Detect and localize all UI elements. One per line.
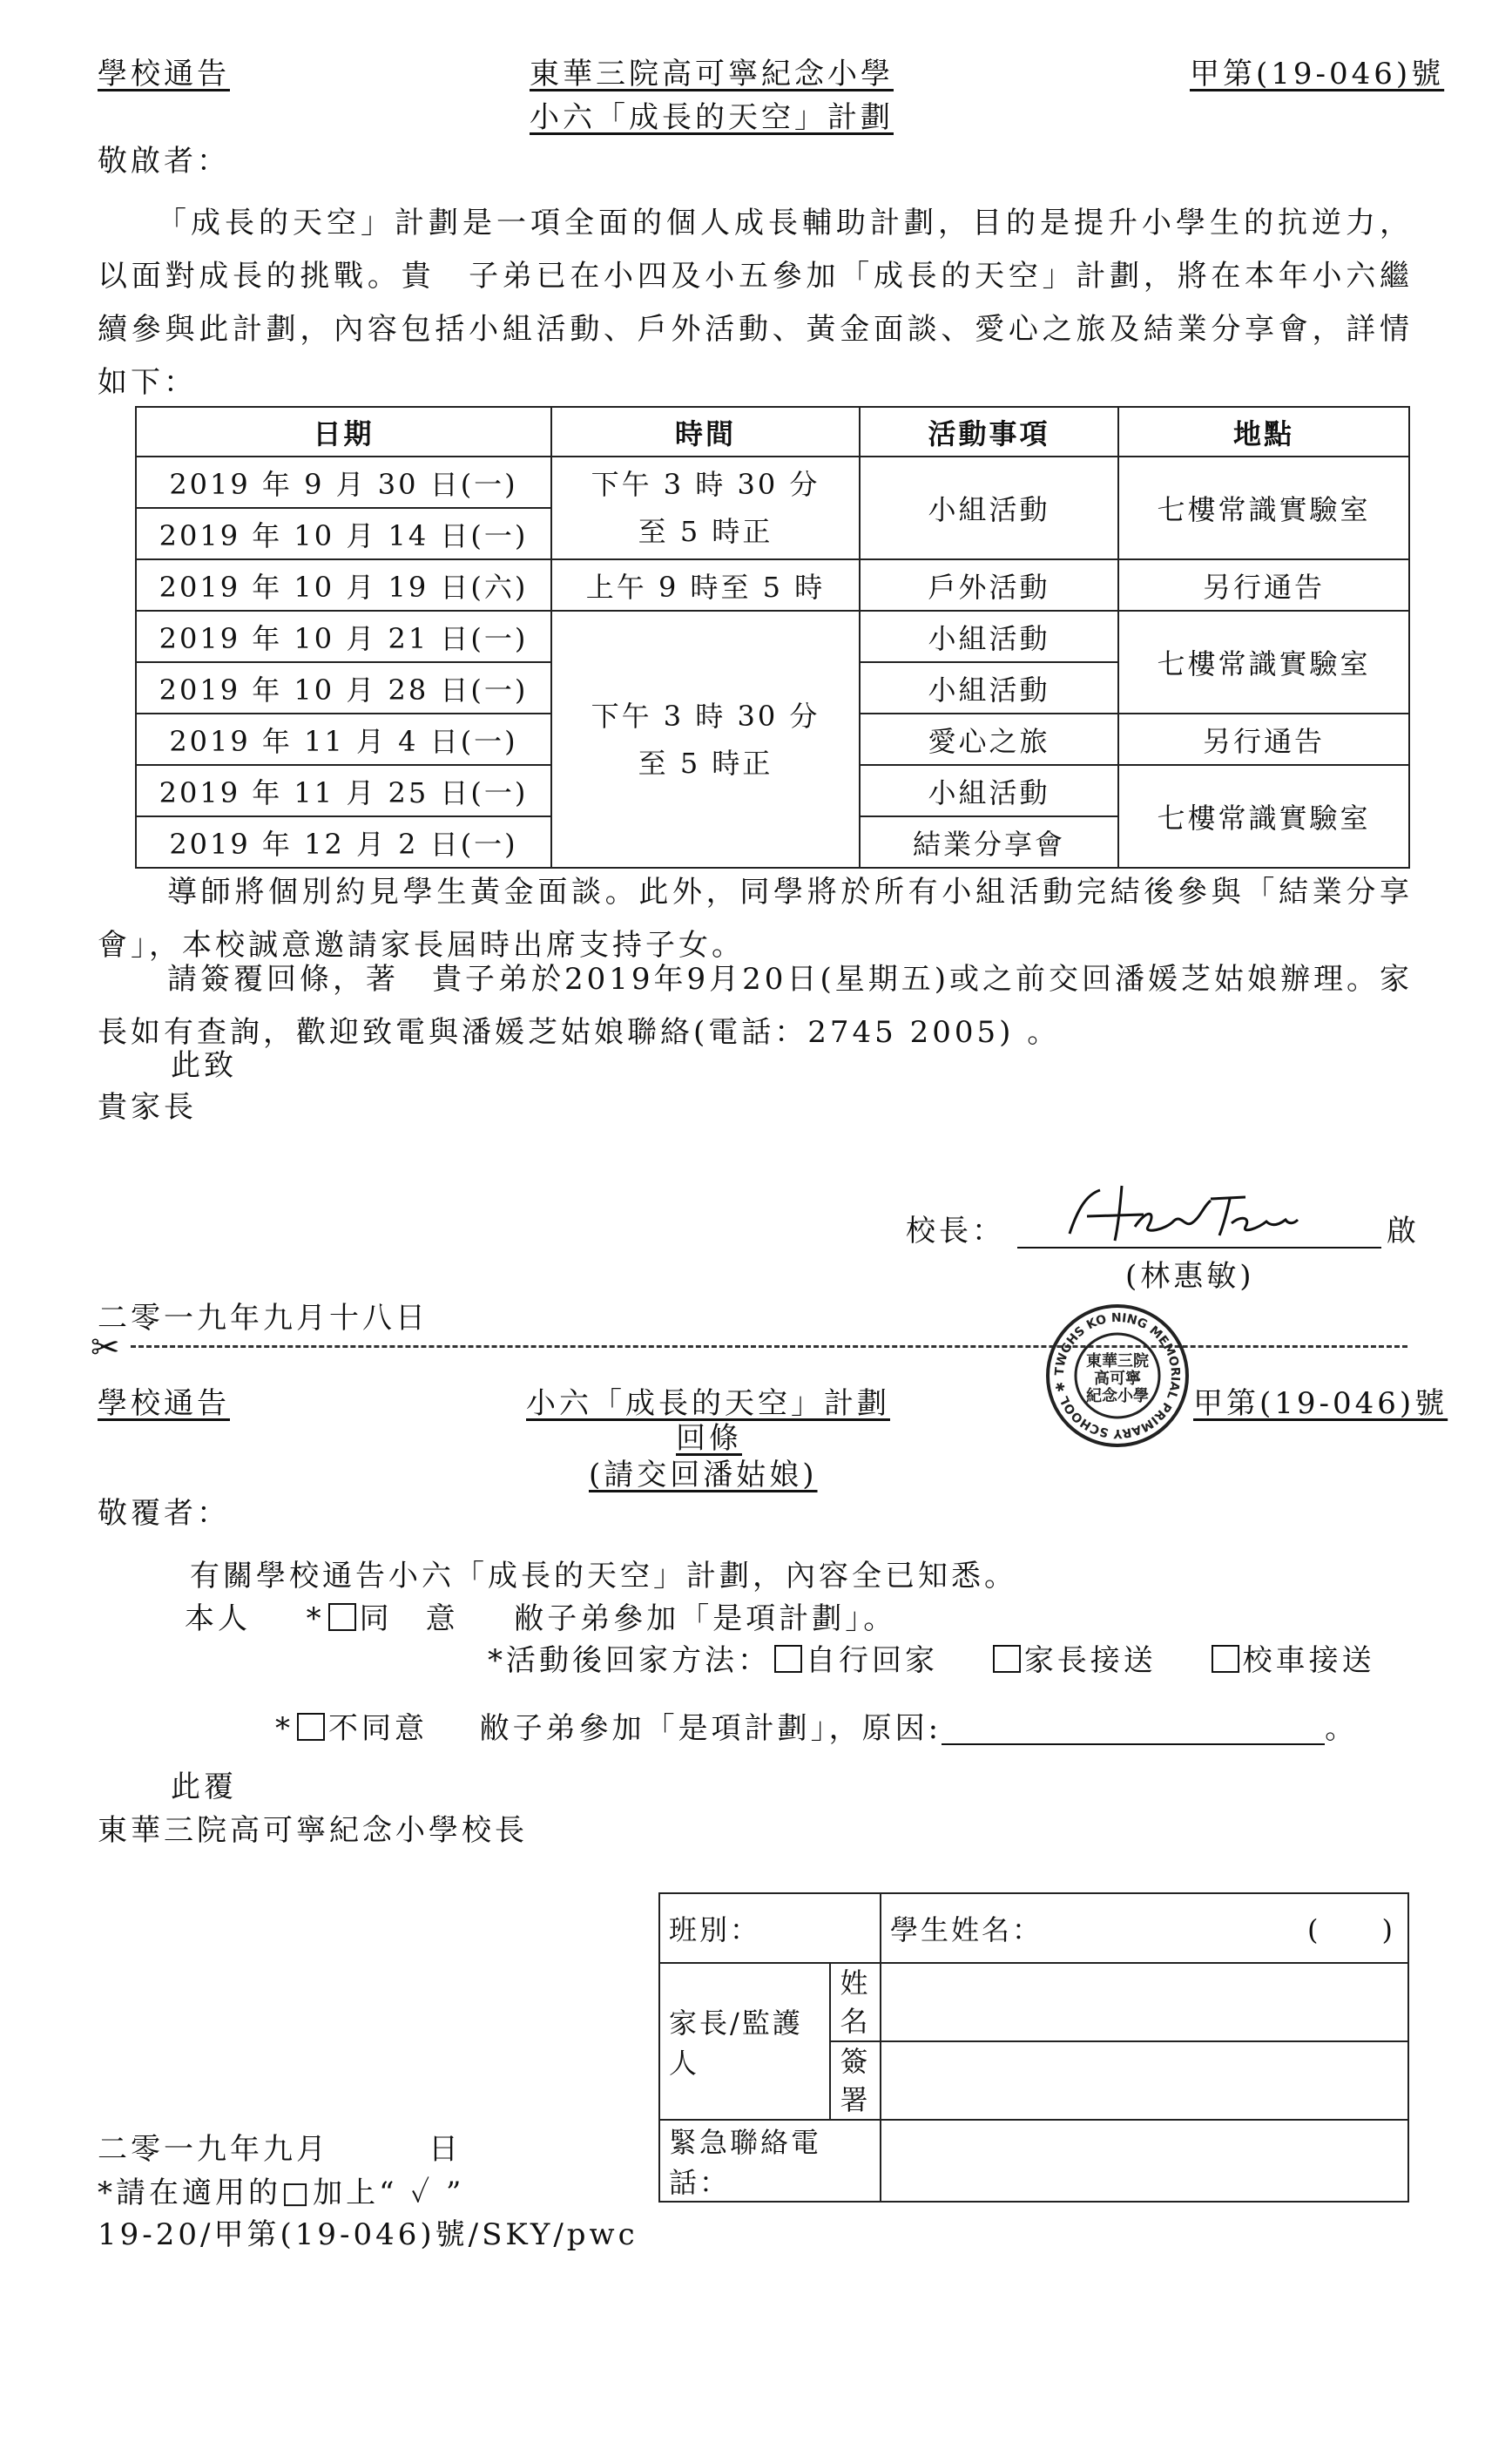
issue-date: 二零一九年九月十八日 — [98, 1301, 429, 1336]
document-footer-code: 19-20/甲第(19-046)號/SKY/pwc — [98, 2217, 638, 2252]
name-label: 姓 名 — [830, 1963, 881, 2041]
activity-cell: 小組活動 — [860, 611, 1118, 662]
principal-signature — [1017, 1173, 1383, 1251]
date-cell: 2019 年 10 月 14 日(一) — [136, 508, 551, 559]
venue-cell: 另行通告 — [1118, 714, 1409, 765]
slip-date: 二零一九年九月 日 — [98, 2132, 462, 2167]
addressee: 貴家長 — [98, 1090, 197, 1125]
guardian-signature-field[interactable] — [881, 2041, 1408, 2120]
table-row — [136, 611, 1409, 662]
table-row — [659, 1963, 1408, 2041]
time-cell: 下午 3 時 30 分 至 5 時正 — [551, 457, 860, 559]
scissors-icon: ✂ — [91, 1328, 120, 1368]
student-name-label: 學生姓名： — [890, 1913, 1043, 1946]
school-seal — [1043, 1302, 1191, 1450]
salutation: 敬啟者： — [98, 144, 230, 179]
header-venue: 地點 — [1118, 407, 1409, 457]
disagree-text: 敝子弟參加「是項計劃」，原因: — [479, 1711, 942, 1746]
return-method-label: *活動後回家方法： — [488, 1643, 771, 1678]
slip-note: (請交回潘姑娘) — [589, 1458, 818, 1492]
class-label: 班別： — [669, 1913, 761, 1946]
venue-cell: 另行通告 — [1118, 559, 1409, 611]
cut-line — [131, 1345, 1407, 1348]
school-name: 東華三院高可寧紀念小學 — [530, 57, 894, 91]
date-cell: 2019 年 10 月 28 日(一) — [136, 662, 551, 714]
acknowledgement: 有關學校通告小六「成長的天空」計劃，內容全已知悉。 — [190, 1559, 1017, 1594]
parent-pickup-label: 家長接送 — [1023, 1643, 1157, 1678]
reason-field[interactable] — [942, 1714, 1325, 1745]
principal-name: (林惠敏) — [1125, 1259, 1255, 1294]
disagree-label: 不同意 — [328, 1711, 428, 1746]
reply-paragraph: 請簽覆回條，著 貴子弟於2019年9月20日(星期五)或之前交回潘媛芝姑娘辦理。家長如有查詢，歡迎致電與潘媛芝姑娘聯絡(電話：2745 2005) 。 — [98, 962, 1413, 1050]
time-cell: 下午 3 時 30 分 至 5 時正 — [551, 611, 860, 868]
activity-cell: 小組活動 — [860, 662, 1118, 714]
svg-text:東華三院: 東華三院 — [1086, 1352, 1149, 1370]
table-header-row — [136, 407, 1409, 457]
table-row — [136, 457, 1409, 508]
svg-text:TWGHS KO NING MEMORIAL PRIMARY: TWGHS KO NING MEMORIAL PRIMARY SCHOOL ✱ — [1052, 1310, 1183, 1441]
date-cell: 2019 年 12 月 2 日(一) — [136, 816, 551, 868]
date-cell: 2019 年 9 月 30 日(一) — [136, 457, 551, 508]
required-mark: * — [306, 1601, 325, 1636]
class-field[interactable] — [659, 1893, 881, 1963]
header-date: 日期 — [136, 407, 551, 457]
activity-cell: 戶外活動 — [860, 559, 1118, 611]
disagree-line — [275, 1713, 1358, 1745]
slip-title: 回條 — [676, 1421, 742, 1456]
activity-cell: 愛心之旅 — [860, 714, 1118, 765]
slip-program-title: 小六「成長的天空」計劃 — [526, 1386, 890, 1421]
header-time: 時間 — [551, 407, 860, 457]
parent-pickup-checkbox[interactable] — [993, 1645, 1021, 1673]
table-row — [659, 1893, 1408, 1963]
date-cell: 2019 年 10 月 19 日(六) — [136, 559, 551, 611]
tick-instruction: *請在適用的□加上“ ✓ ” — [98, 2176, 465, 2210]
slip-reference-number: 甲第(19-046)號 — [1193, 1386, 1448, 1421]
school-bus-label: 校車接送 — [1242, 1643, 1375, 1678]
activity-cell: 小組活動 — [860, 457, 1118, 559]
header-activity: 活動事項 — [860, 407, 1118, 457]
student-name-field[interactable] — [881, 1893, 1408, 1963]
slip-recipient: 東華三院高可寧紀念小學校長 — [98, 1813, 528, 1848]
svg-text:高可寧: 高可寧 — [1094, 1370, 1141, 1388]
walk-home-checkbox[interactable] — [774, 1645, 802, 1673]
agree-line — [185, 1603, 896, 1634]
venue-cell: 七樓常識實驗室 — [1118, 765, 1409, 868]
emergency-phone-label: 緊急聯絡電話： — [659, 2120, 881, 2202]
self-label: 本人 — [185, 1601, 251, 1636]
date-cell: 2019 年 11 月 4 日(一) — [136, 714, 551, 765]
slip-salutation: 敬覆者： — [98, 1496, 230, 1531]
agree-checkbox[interactable] — [328, 1603, 356, 1631]
guardian-label: 家長/監護人 — [659, 1963, 830, 2120]
return-method-line — [488, 1643, 1375, 1678]
period-mark: 。 — [1325, 1711, 1359, 1746]
agree-label: 同 意 — [359, 1601, 459, 1636]
disagree-checkbox[interactable] — [297, 1713, 325, 1741]
signature-label: 簽 署 — [830, 2041, 881, 2120]
school-bus-checkbox[interactable] — [1212, 1645, 1239, 1673]
closing-text: 此致 — [171, 1048, 237, 1083]
date-cell: 2019 年 11 月 25 日(一) — [136, 765, 551, 816]
svg-text:紀念小學: 紀念小學 — [1086, 1387, 1149, 1405]
agree-text: 敝子弟參加「是項計劃」。 — [514, 1601, 897, 1636]
reply-form-table — [658, 1892, 1409, 2203]
mentor-paragraph: 導師將個別約見學生黃金面談。此外，同學將於所有小組活動完結後參與「結業分享會」，本校誠意邀請家長屆時出席支持子女。 — [98, 875, 1413, 963]
principal-suffix: 啟 — [1387, 1214, 1420, 1249]
slip-closing: 此覆 — [171, 1770, 237, 1804]
table-row — [659, 2120, 1408, 2202]
program-title: 小六「成長的天空」計劃 — [530, 100, 894, 135]
date-cell: 2019 年 10 月 21 日(一) — [136, 611, 551, 662]
required-mark: * — [275, 1711, 294, 1746]
walk-home-label: 自行回家 — [806, 1643, 938, 1678]
guardian-name-field[interactable] — [881, 1963, 1408, 2041]
emergency-phone-field[interactable] — [881, 2120, 1408, 2202]
venue-cell: 七樓常識實驗室 — [1118, 611, 1409, 714]
table-row — [136, 559, 1409, 611]
reference-number: 甲第(19-046)號 — [1190, 57, 1445, 91]
principal-label: 校長： — [906, 1214, 1005, 1249]
schedule-table — [135, 406, 1410, 869]
slip-notice-label: 學校通告 — [98, 1386, 230, 1421]
class-number-field: ( ) — [1307, 1913, 1396, 1946]
activity-cell: 結業分享會 — [860, 816, 1118, 868]
venue-cell: 七樓常識實驗室 — [1118, 457, 1409, 559]
notice-label: 學校通告 — [98, 57, 230, 91]
intro-paragraph: 「成長的天空」計劃是一項全面的個人成長輔助計劃，目的是提升小學生的抗逆力，以面對成長的挑戰。貴 子弟已在小四及小五參加「成長的天空」計劃，將在本年小六繼續參與此計劃，內容包括小組活動、戶外活動、黃金面談、愛心之旅及結業分享會，詳情如下： — [98, 206, 1413, 400]
time-cell: 上午 9 時至 5 時 — [551, 559, 860, 611]
activity-cell: 小組活動 — [860, 765, 1118, 816]
